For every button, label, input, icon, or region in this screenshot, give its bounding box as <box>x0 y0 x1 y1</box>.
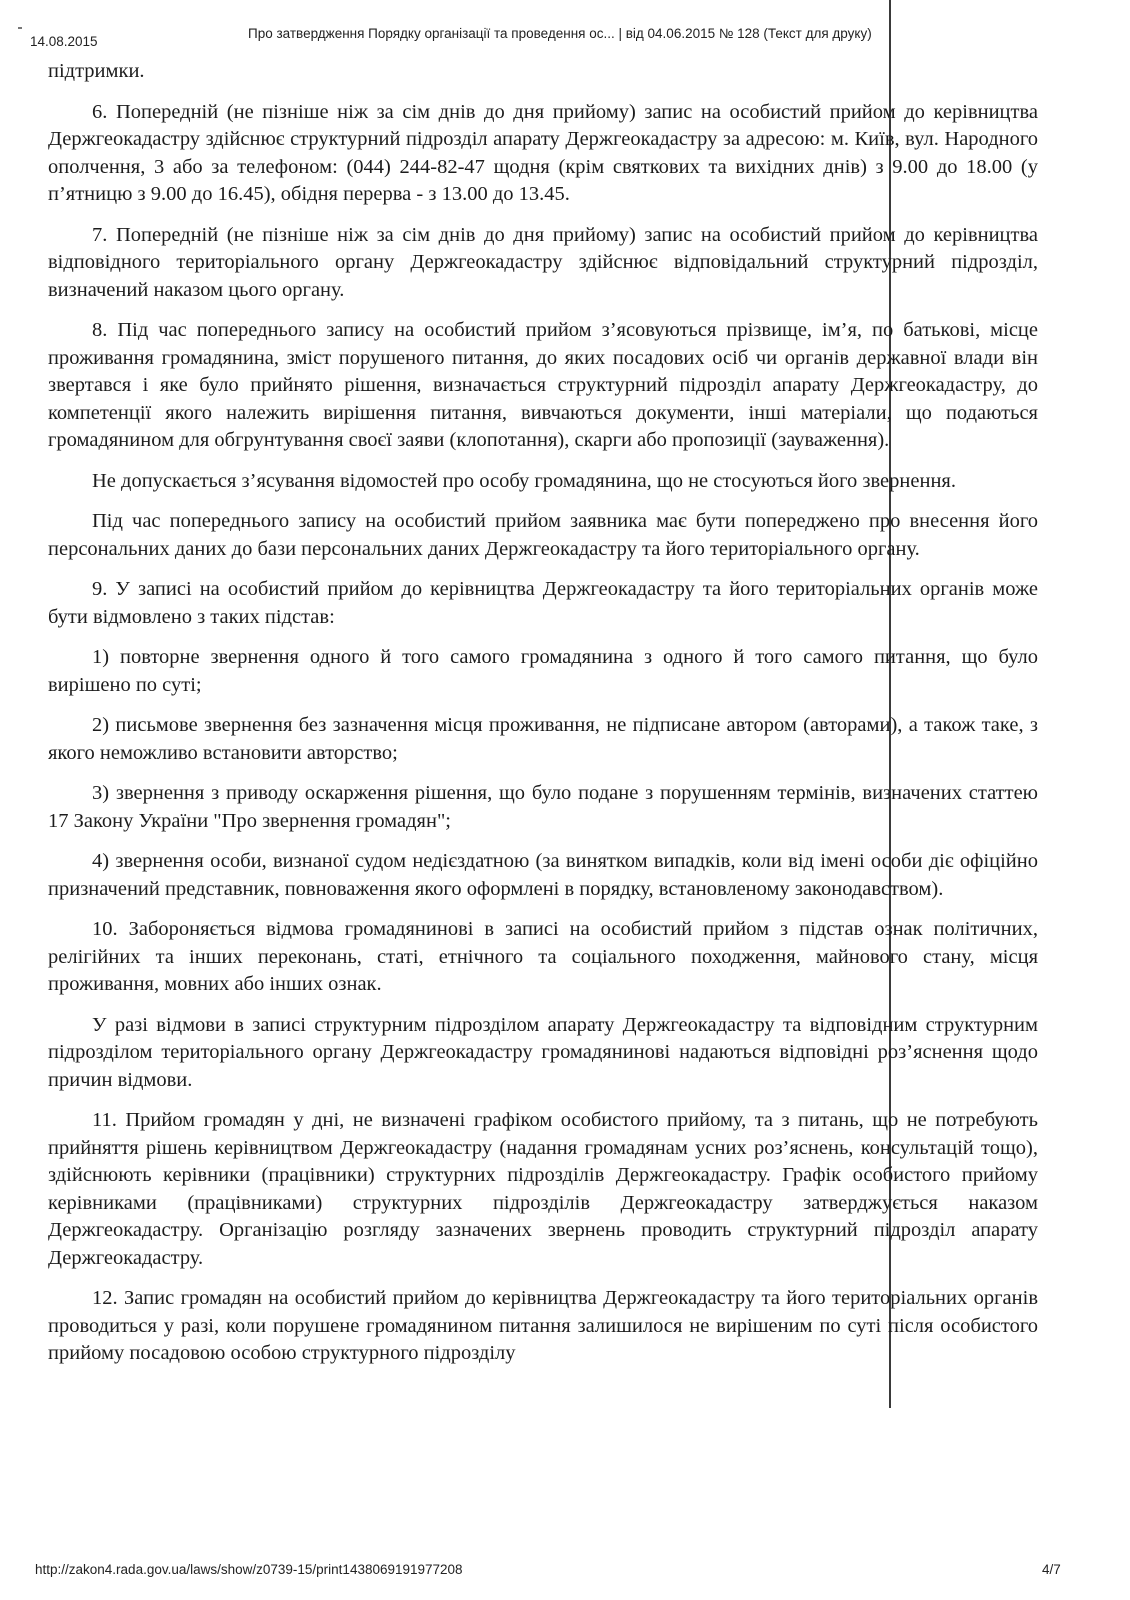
header-title: Про затвердження Порядку організації та проведення ос... | від 04.06.2015 № 128 (Текст для друку) <box>248 26 872 41</box>
document-body <box>48 58 1038 1368</box>
paragraph-item-9-4: 4) звернення особи, визнаної судом недієздатною (за винятком випадків, коли від імені особи діє офіційно призначений представник, повноваження якого оформлені в порядку, встановленому законодавством). <box>48 850 1038 900</box>
paragraph-item-9-3: 3) звернення з приводу оскарження рішення, що було подане з порушенням термінів, визначених статтею 17 Закону України "Про звернення громадян"; <box>48 782 1038 832</box>
header-date: 14.08.2015 <box>30 34 98 49</box>
print-footer <box>0 1562 1130 1582</box>
paragraph-item-10: 10. Забороняється відмова громадянинові в записі на особистий прийом з підстав ознак політичних, релігійних та інших переконань, статі, етнічного та соціального походження, майнового стану, місця проживання, мовних або інших ознак. <box>48 918 1038 995</box>
scan-mark <box>18 27 22 29</box>
paragraph-item-6: 6. Попередній (не пізніше ніж за сім днів до дня прийому) запис на особистий прийом до керівництва Держгеокадастру здійснює структурний підрозділ апарату Держгеокадастру за адресою: м. Київ, вул. Народного ополчення, 3 або за телефоном: (044) 244-82-47 щодня (крім святкових та вихідних днів) з 9.00 до 18.00 (у п’ятницю з 9.00 до 16.45), обідня перерва - з 13.00 до 13.45. <box>48 100 1038 205</box>
print-header <box>0 26 1130 50</box>
page-number: 4/7 <box>1042 1562 1061 1577</box>
paragraph-item-8-warning: Під час попереднього запису на особистий прийом заявника має бути попереджено про внесення його персональних даних до бази персональних даних Держгеокадастру та його територіального органу. <box>48 510 1038 560</box>
paragraph-item-9: 9. У записі на особистий прийом до керівництва Держгеокадастру та його територіальних органів може бути відмовлено з таких підстав: <box>48 578 1038 628</box>
footer-url: http://zakon4.rada.gov.ua/laws/show/z0739-15/print1438069191977208 <box>35 1562 463 1577</box>
paragraph-item-10-note: У разі відмови в записі структурним підрозділом апарату Держгеокадастру та відповідним структурним підрозділом територіального органу Держгеокадастру громадянинові надаються відповідні роз’яснення щодо причин відмови. <box>48 1013 1038 1091</box>
paragraph-item-12: 12. Запис громадян на особистий прийом до керівництва Держгеокадастру та його територіальних органів проводиться у разі, коли порушене громадянином питання залишилося не вирішеним по суті після особистого прийому посадовою особою структурного підрозділу <box>48 1287 1038 1364</box>
paragraph-item-8-note: Не допускається з’ясування відомостей про особу громадянина, що не стосуються його звернення. <box>92 469 956 492</box>
paragraph-item-11: 11. Прийом громадян у дні, не визначені графіком особистого прийому, та з питань, що не потребують прийняття рішень керівництвом Держгеокадастру (надання громадянам усних роз’яснень, консультацій тощо), здійснюють керівники (працівники) структурних підрозділів Держгеокадастру. Графік особистого прийому керівниками (працівниками) структурних підрозділів Держгеокадастру затверджується наказом Держгеокадастру. Організацію розгляду зазначених звернень проводить структурний підрозділ апарату Держгеокадастру. <box>48 1109 1038 1269</box>
paragraph-item-8: 8. Під час попереднього запису на особистий прийом з’ясовуються прізвище, ім’я, по батькові, місце проживання громадянина, зміст порушеного питання, до яких посадових осіб чи органів державної влади він звертався і яке було прийнято рішення, визначається структурний підрозділ апарату Держгеокадастру, до компетенції якого належить вирішення питання, вивчаються документи, інші матеріали, що подаються громадянином для обгрунтування своєї заяви (клопотання), скарги або пропозиції (зауваження). <box>48 319 1038 451</box>
paragraph-item-7: 7. Попередній (не пізніше ніж за сім днів до дня прийому) запис на особистий прийом до керівництва відповідного територіального органу Держгеокадастру здійснює відповідальний структурний підрозділ, визначений наказом цього органу. <box>48 223 1038 301</box>
paragraph-item-9-1: 1) повторне звернення одного й того самого громадянина з одного й того самого питання, що було вирішено по суті; <box>48 646 1038 696</box>
paragraph-continuation: підтримки. <box>48 60 145 82</box>
paragraph-item-9-2: 2) письмове звернення без зазначення місця проживання, не підписане автором (авторами), а також таке, з якого неможливо встановити авторство; <box>48 714 1038 764</box>
